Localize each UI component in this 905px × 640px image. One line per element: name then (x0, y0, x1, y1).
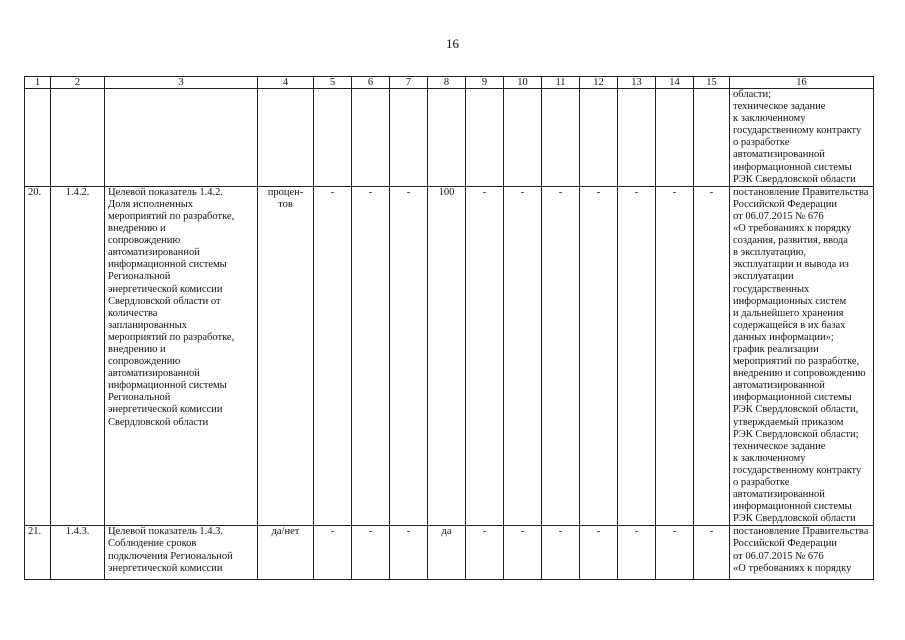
indicator-description: Целевой показатель 1.4.2. Доля исполненных мероприятий по разработке, внедрению и сопровождению автоматизированной информационной системы Региональной энергетической комиссии Свердловской области от количества запланированных мероприятий по разработке, внедрению и сопровождению автоматизированной информационной системы Региональной энергетической комиссии Свердловской области (105, 186, 258, 526)
value-cell: - (656, 526, 694, 580)
value-cell: - (314, 186, 352, 526)
value-cell: - (466, 526, 504, 580)
table-row-21 (25, 526, 874, 580)
col-header-3: 3 (105, 77, 258, 89)
value-cell: - (390, 186, 428, 526)
value-cell (314, 89, 352, 187)
col-header-16: 16 (730, 77, 874, 89)
table-row-continuation (25, 89, 874, 187)
source-document: постановление Правительства Российской Федерации от 06.07.2015 № 676 «О требованиях к порядку (730, 526, 874, 580)
page-number: 16 (446, 36, 459, 51)
indicator-code: 1.4.3. (51, 526, 105, 580)
unit: да/нет (258, 526, 314, 580)
value-cell: - (656, 186, 694, 526)
value-cell: 100 (428, 186, 466, 526)
value-cell: - (542, 186, 580, 526)
col-header-8: 8 (428, 77, 466, 89)
col-header-9: 9 (466, 77, 504, 89)
value-cell: - (618, 526, 656, 580)
header-row (25, 77, 874, 89)
indicator-description (105, 89, 258, 187)
col-header-11: 11 (542, 77, 580, 89)
value-cell: - (352, 186, 390, 526)
value-cell: - (542, 526, 580, 580)
value-cell: - (390, 526, 428, 580)
unit (258, 89, 314, 187)
col-header-2: 2 (51, 77, 105, 89)
value-cell: - (504, 526, 542, 580)
indicator-code (51, 89, 105, 187)
value-cell (390, 89, 428, 187)
table-row-20 (25, 186, 874, 526)
source-document: области; техническое задание к заключенному государственному контракту о разработке автоматизированной информационной системы РЭК Свердловской области (730, 89, 874, 187)
unit: процен- тов (258, 186, 314, 526)
col-header-1: 1 (25, 77, 51, 89)
col-header-13: 13 (618, 77, 656, 89)
value-cell (618, 89, 656, 187)
value-cell (694, 89, 730, 187)
col-header-6: 6 (352, 77, 390, 89)
row-number: 20. (25, 186, 51, 526)
row-number: 21. (25, 526, 51, 580)
col-header-14: 14 (656, 77, 694, 89)
col-header-7: 7 (390, 77, 428, 89)
value-cell: - (466, 186, 504, 526)
value-cell (466, 89, 504, 187)
value-cell (352, 89, 390, 187)
value-cell (580, 89, 618, 187)
value-cell: - (694, 186, 730, 526)
value-cell: - (580, 186, 618, 526)
source-document: постановление Правительства Российской Федерации от 06.07.2015 № 676 «О требованиях к порядку создания, развития, ввода в эксплуатацию, эксплуатации и вывода из эксплуатации государственных информационных систем и дальнейшего хранения содержащейся в их базах данных информации»; график реализации мероприятий по разработке, внедрению и сопровождению автоматизированной информационной системы РЭК Свердловской области, утверждаемый приказом РЭК Свердловской области; техническое задание к заключенному государственному контракту о разработке автоматизированной информационной системы РЭК Свердловской области (730, 186, 874, 526)
value-cell (428, 89, 466, 187)
value-cell: - (618, 186, 656, 526)
col-header-12: 12 (580, 77, 618, 89)
indicator-description: Целевой показатель 1.4.3. Соблюдение сроков подключения Региональной энергетической комиссии (105, 526, 258, 580)
value-cell (542, 89, 580, 187)
col-header-10: 10 (504, 77, 542, 89)
indicators-table (24, 76, 874, 580)
value-cell: да (428, 526, 466, 580)
value-cell (504, 89, 542, 187)
value-cell: - (314, 526, 352, 580)
col-header-15: 15 (694, 77, 730, 89)
indicator-code: 1.4.2. (51, 186, 105, 526)
value-cell: - (504, 186, 542, 526)
value-cell: - (580, 526, 618, 580)
value-cell: - (694, 526, 730, 580)
col-header-4: 4 (258, 77, 314, 89)
row-number (25, 89, 51, 187)
value-cell: - (352, 526, 390, 580)
col-header-5: 5 (314, 77, 352, 89)
value-cell (656, 89, 694, 187)
